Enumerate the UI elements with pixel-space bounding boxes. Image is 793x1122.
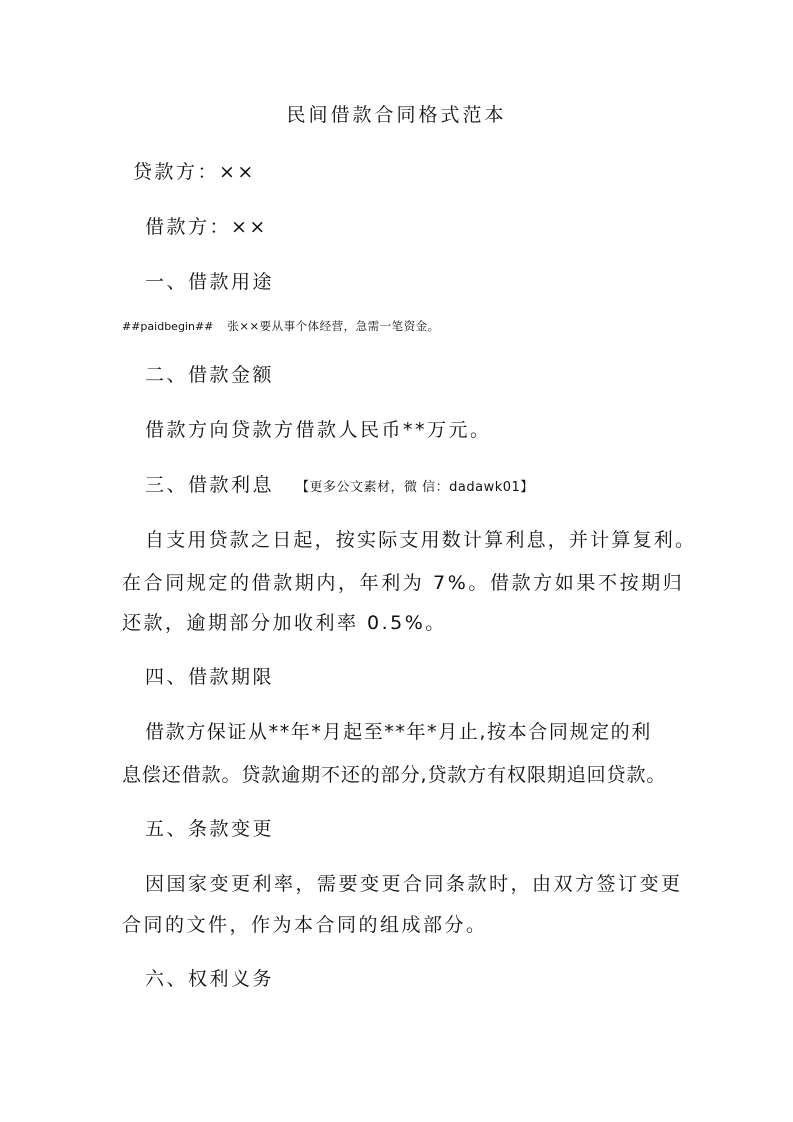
section-amount-text: 借款方向贷款方借款人民币**万元。 — [145, 419, 492, 441]
section-purpose-paragraph — [122, 321, 440, 333]
section-heading-rights: 六、权利义务 — [145, 968, 275, 990]
borrower-line: 借款方：×× — [145, 216, 268, 238]
section-purpose-text: 张××要从事个体经营，急需一笔资金。 — [227, 319, 440, 333]
section-heading-change: 五、条款变更 — [145, 818, 275, 840]
section-interest-line-2: 在合同规定的借款期内，年利为 7%。借款方如果不按期归 — [122, 572, 685, 594]
section-change-line-2: 合同的文件，作为本合同的组成部分。 — [122, 914, 488, 936]
section-interest-line-3: 还款，逾期部分加收利率 0.5%。 — [122, 612, 447, 634]
paid-begin-tag: ##paidbegin## — [122, 320, 214, 333]
section-term-line-1: 借款方保证从**年*月起至**年*月止,按本合同规定的利 — [145, 721, 652, 743]
lender-line: 贷款方：×× — [133, 161, 256, 183]
section-heading-term: 四、借款期限 — [145, 666, 275, 688]
section-heading-interest: 三、借款利息 — [145, 474, 275, 496]
section-change-line-1: 因国家变更利率，需要变更合同条款时，由双方签订变更 — [145, 873, 683, 895]
promo-note: 【更多公文素材，微 信：dadawk01】 — [296, 480, 534, 495]
section-term-line-2: 息偿还借款。贷款逾期不还的部分,贷款方有权限期追回贷款。 — [122, 764, 667, 786]
section-heading-amount: 二、借款金额 — [145, 364, 275, 386]
section-heading-interest-row — [145, 476, 534, 495]
section-heading-purpose: 一、借款用途 — [145, 271, 275, 293]
section-interest-line-1: 自支用贷款之日起，按实际支用数计算利息，并计算复利。 — [145, 529, 697, 551]
document-title: 民间借款合同格式范本 — [286, 104, 507, 126]
